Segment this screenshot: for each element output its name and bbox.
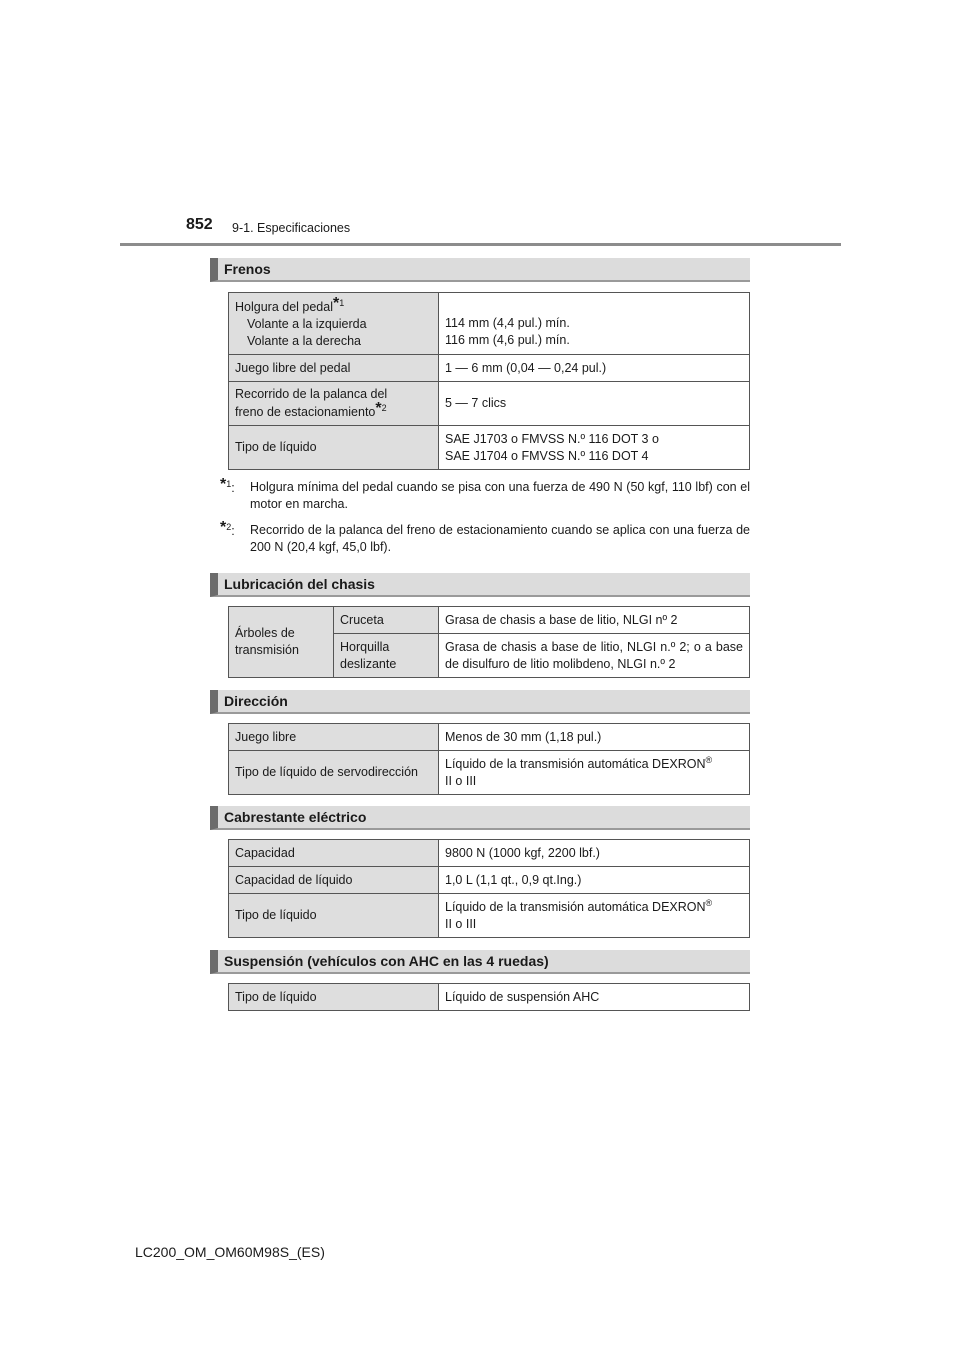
- suspension-fluid-label: Tipo de líquido: [229, 984, 439, 1011]
- lever-travel-label: [229, 382, 439, 426]
- registered-mark: ®: [705, 897, 713, 908]
- page-number: 852: [186, 216, 213, 233]
- table-row: [229, 751, 750, 795]
- driveshaft-label: Árboles de transmisión: [229, 607, 334, 678]
- footnote-2: [210, 519, 750, 556]
- winch-fluid-label: Tipo de líquido: [229, 894, 439, 938]
- free-play-value: 1 — 6 mm (0,04 — 0,24 pul.): [439, 355, 750, 382]
- footnote-star: *: [375, 400, 382, 417]
- cross-joint-value: Grasa de chasis a base de litio, NLGI nº 2: [439, 607, 750, 634]
- table-row: [229, 867, 750, 894]
- winch-fluid-tail: II o III: [445, 916, 477, 931]
- section-heading-steering: Dirección: [210, 690, 750, 714]
- steering-fluid-label: Tipo de líquido de servodirección: [229, 751, 439, 795]
- brake-fluid-line-1: SAE J1703 o FMVSS N.º 116 DOT 3 o: [445, 431, 659, 446]
- table-row: [229, 426, 750, 470]
- section-heading-chassis: Lubricación del chasis: [210, 573, 750, 597]
- footnote-ref: 1: [339, 297, 345, 308]
- footnote-ref: 2: [381, 402, 387, 413]
- section-heading-suspension: Suspensión (vehículos con AHC en las 4 ruedas): [210, 950, 750, 974]
- footnote-star: *: [333, 294, 340, 312]
- rhd-label: Volante a la derecha: [247, 333, 361, 348]
- winch-capacity-value: 9800 N (1000 kgf, 2200 lbf.): [439, 840, 750, 867]
- table-row: [229, 894, 750, 938]
- free-play-label: Juego libre del pedal: [229, 355, 439, 382]
- lever-travel-value: 5 — 7 clics: [439, 382, 750, 426]
- steering-table: [228, 723, 750, 795]
- document-code: LC200_OM_OM60M98S_(ES): [135, 1244, 325, 1260]
- footnote-text: Recorrido de la palanca del freno de estacionamiento cuando se aplica con una fuerza de 200 N (20,4 kgf, 45,0 lbf).: [250, 523, 750, 554]
- steering-free-play-value: Menos de 30 mm (1,18 pul.): [439, 724, 750, 751]
- footnote-1: [210, 476, 750, 513]
- section-heading-winch: Cabrestante eléctrico: [210, 806, 750, 830]
- suspension-table: [228, 983, 750, 1011]
- lever-travel-text-2: freno de estacionamiento: [235, 405, 376, 419]
- table-row: [229, 382, 750, 426]
- winch-fluid-text: Líquido de la transmisión automática DEXRON: [445, 899, 706, 914]
- registered-mark: ®: [705, 754, 713, 765]
- winch-fluid-value: [439, 894, 750, 938]
- brake-fluid-value: [439, 426, 750, 470]
- footnote-text: Holgura mínima del pedal cuando se pisa con una fuerza de 490 N (50 kgf, 110 lbf) con el motor en marcha.: [250, 480, 750, 511]
- footnote-marker: *$^1$:: [220, 476, 235, 495]
- page-content: [210, 258, 750, 1011]
- table-row: [229, 840, 750, 867]
- table-row: [229, 355, 750, 382]
- brake-fluid-line-2: SAE J1704 o FMVSS N.º 116 DOT 4: [445, 448, 649, 463]
- lever-travel-text-1: Recorrido de la palanca del: [235, 387, 388, 401]
- pedal-clearance-text: Holgura del pedal: [235, 299, 333, 314]
- sliding-yoke-value: Grasa de chasis a base de litio, NLGI n.º 2; o a base de disulfuro de litio molibdeno, NLGI n.º 2: [439, 634, 750, 678]
- chapter-title: 9-1. Especificaciones: [232, 221, 351, 235]
- section-heading-brakes: Frenos: [210, 258, 750, 282]
- footnote-marker: *$^2$:: [220, 519, 235, 538]
- lhd-label: Volante a la izquierda: [247, 316, 367, 331]
- rhd-value: 116 mm (4,6 pul.) mín.: [445, 333, 570, 347]
- suspension-fluid-value: Líquido de suspensión AHC: [439, 984, 750, 1011]
- winch-fluid-capacity-value: 1,0 L (1,1 qt., 0,9 qt.Ing.): [439, 867, 750, 894]
- header-rule: [120, 243, 841, 246]
- table-row: [229, 984, 750, 1011]
- pedal-clearance-value: [439, 293, 750, 355]
- brakes-table: [228, 292, 750, 470]
- pedal-clearance-label: [229, 293, 439, 355]
- steering-fluid-text: Líquido de la transmisión automática DEXRON: [445, 756, 706, 771]
- winch-table: [228, 839, 750, 938]
- table-row: [229, 607, 750, 634]
- table-row: [229, 724, 750, 751]
- steering-free-play-label: Juego libre: [229, 724, 439, 751]
- winch-fluid-capacity-label: Capacidad de líquido: [229, 867, 439, 894]
- table-row: [229, 293, 750, 355]
- lhd-value: 114 mm (4,4 pul.) mín.: [445, 316, 570, 330]
- footnotes: [210, 476, 750, 556]
- steering-fluid-value: [439, 751, 750, 795]
- winch-capacity-label: Capacidad: [229, 840, 439, 867]
- cross-joint-label: Cruceta: [334, 607, 439, 634]
- chassis-table: [228, 606, 750, 678]
- sliding-yoke-label: Horquilla deslizante: [334, 634, 439, 678]
- steering-fluid-tail: II o III: [445, 773, 477, 788]
- brake-fluid-label: Tipo de líquido: [229, 426, 439, 470]
